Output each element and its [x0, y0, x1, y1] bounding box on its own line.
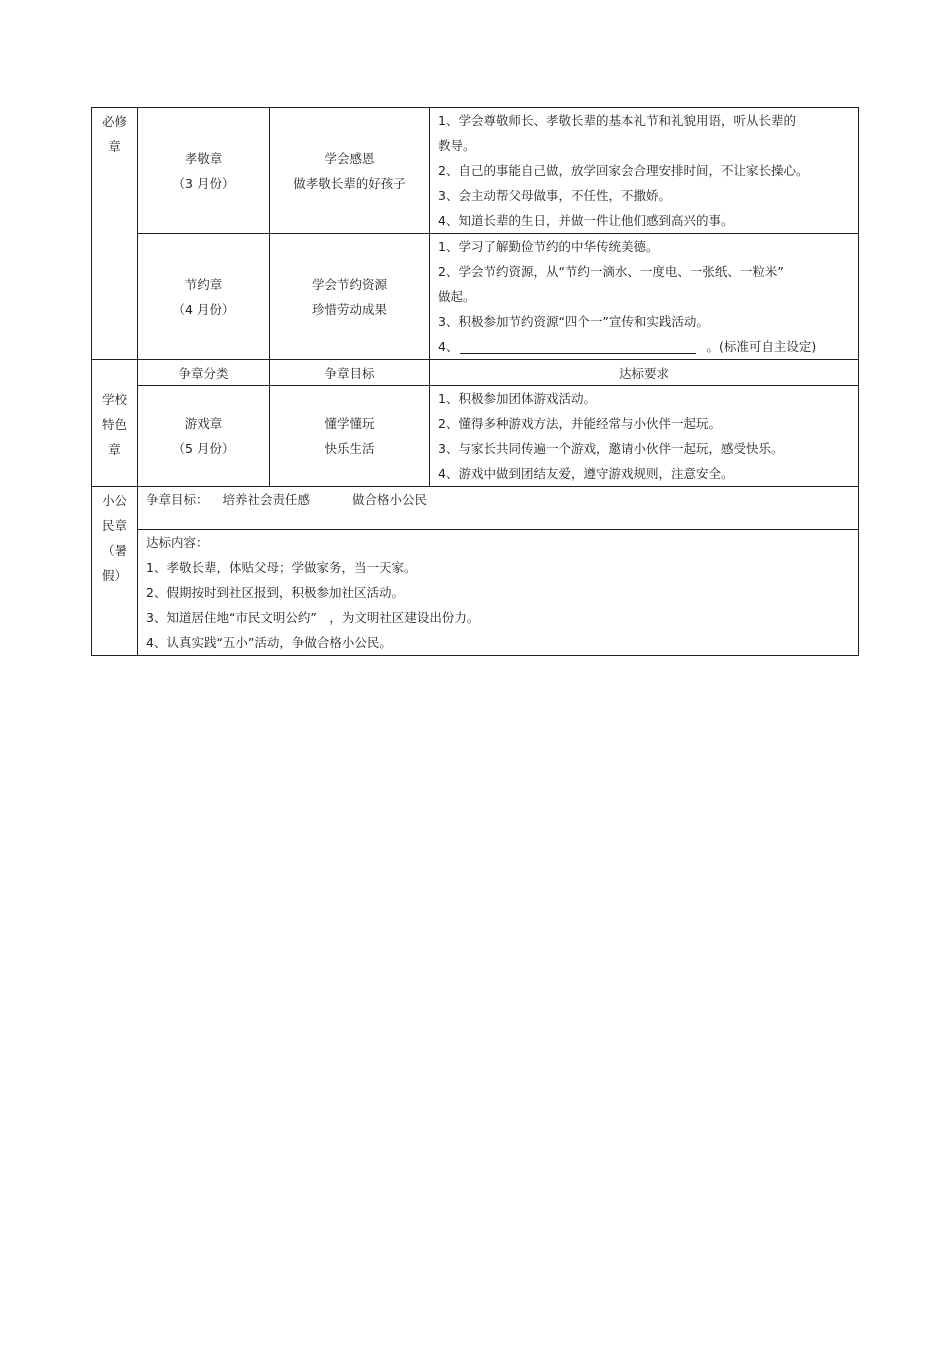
badge-goal-cell: [270, 108, 430, 234]
table-row: [92, 386, 859, 487]
badge-goal-cell: [270, 234, 430, 360]
badge-month: （5 月份）: [172, 441, 235, 456]
category-label: （暑: [101, 543, 127, 558]
requirement-item: 2、学会节约资源，从“节约一滴水、一度电、一张纸、一粒米”: [438, 264, 784, 279]
column-header-category: 争章分类: [138, 360, 270, 386]
category-label: 特色: [101, 417, 127, 432]
content-item: 1、孝敬长辈，体贴父母；学做家务，当一天家。: [146, 560, 417, 575]
citizen-content-cell: [138, 530, 859, 656]
category-label: 章: [108, 442, 121, 457]
badge-requirements-cell: [430, 386, 859, 487]
badge-requirements-cell: [430, 234, 859, 360]
requirement-item: 2、懂得多种游戏方法，并能经常与小伙伴一起玩。: [438, 416, 721, 431]
column-header-requirement: 达标要求: [430, 360, 859, 386]
table-row: [92, 108, 859, 234]
requirement-item: 做起。: [438, 289, 476, 304]
badge-goal: 快乐生活: [324, 441, 375, 456]
badge-name-cell: [138, 386, 270, 487]
table-row: [92, 530, 859, 656]
requirement-item: 1、学习了解勤俭节约的中华传统美德。: [438, 239, 659, 254]
table-row: [92, 234, 859, 360]
citizen-goal-cell: [138, 487, 859, 530]
column-header-goal: 争章目标: [270, 360, 430, 386]
citizen-goal: 培养社会责任感: [222, 492, 311, 507]
content-item: 2、假期按时到社区报到，积极参加社区活动。: [146, 585, 404, 600]
requirement-item: 4、游戏中做到团结友爱，遵守游戏规则，注意安全。: [438, 466, 734, 481]
badge-name-cell: [138, 108, 270, 234]
requirement-suffix: 。(标准可自主设定): [706, 339, 817, 354]
badge-goal: 懂学懂玩: [324, 416, 375, 431]
badge-goal: 做孝敬长辈的好孩子: [293, 175, 406, 191]
requirement-item: 教导。: [438, 138, 476, 153]
requirement-item: 2、自己的事能自己做，放学回家会合理安排时间，不让家长操心。: [438, 163, 809, 178]
badge-month: （4 月份）: [172, 301, 235, 317]
table-row: [92, 487, 859, 530]
content-title: 达标内容：: [146, 535, 209, 550]
category-label: 小公: [101, 493, 127, 508]
category-label: 假）: [101, 568, 127, 583]
category-label: 学校: [101, 392, 127, 407]
requirement-item: 1、学会尊敬师长、孝敬长辈的基本礼节和礼貌用语，听从长辈的: [438, 113, 796, 128]
requirement-prefix: 4、: [438, 339, 459, 354]
requirement-item: 4、知道长辈的生日，并做一件让他们感到高兴的事。: [438, 213, 734, 228]
badge-goal: 学会感恩: [324, 150, 375, 166]
category-label: 民章: [101, 518, 127, 533]
requirement-item-custom: [438, 334, 850, 359]
fill-in-blank-line: [460, 339, 696, 354]
requirement-item: 3、会主动帮父母做事，不任性，不撒娇。: [438, 188, 671, 203]
citizen-category-cell: [92, 487, 138, 656]
citizen-goal: 做合格小公民: [352, 492, 428, 507]
badge-requirements-cell: [430, 108, 859, 234]
badge-name: 孝敬章: [184, 150, 223, 166]
badge-month: （3 月份）: [172, 175, 235, 191]
badge-goal: 学会节约资源: [311, 276, 387, 292]
category-label: 必修: [101, 114, 127, 129]
content-item: 4、认真实践“五小”活动，争做合格小公民。: [146, 635, 392, 650]
content-item: 3、知道居住地“市民文明公约” ，为文明社区建设出份力。: [146, 610, 480, 625]
badge-table: [91, 107, 859, 656]
requirement-item: 1、积极参加团体游戏活动。: [438, 391, 596, 406]
school-category-cell: [92, 360, 138, 487]
badge-goal-cell: [270, 386, 430, 487]
badge-name: 游戏章: [184, 416, 223, 431]
category-label: 章: [108, 139, 121, 154]
requirement-item: 3、积极参加节约资源“四个一”宣传和实践活动。: [438, 314, 709, 329]
required-category-cell: [92, 108, 138, 360]
requirement-item: 3、与家长共同传遍一个游戏，邀请小伙伴一起玩，感受快乐。: [438, 441, 784, 456]
table-header-row: [92, 360, 859, 386]
badge-name-cell: [138, 234, 270, 360]
badge-goal: 珍惜劳动成果: [311, 301, 387, 317]
badge-name: 节约章: [184, 276, 223, 292]
goal-label: 争章目标：: [146, 492, 209, 507]
